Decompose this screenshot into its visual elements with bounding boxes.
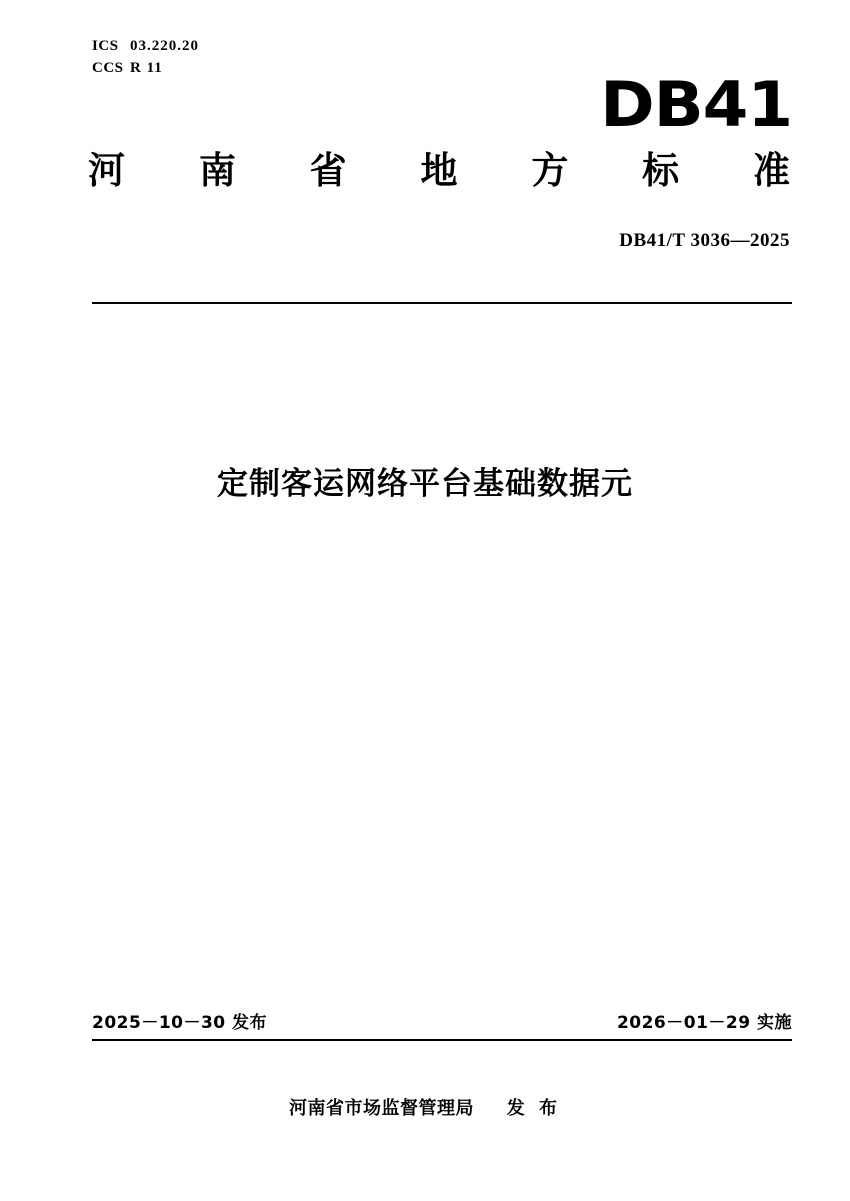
date-row: [92, 1008, 792, 1033]
standard-number: DB41/T 3036—2025: [619, 230, 790, 251]
heading-char-5: 方: [531, 149, 569, 192]
ccs-code-label: CCS: [92, 59, 124, 76]
db41-mark: DB41: [600, 68, 792, 141]
heading-char-1: 河: [88, 149, 125, 192]
ics-code-value: 03.220.20: [130, 38, 199, 54]
footer-divider: [92, 1039, 792, 1041]
issuer-action: 发 布: [506, 1098, 562, 1119]
ccs-code-value: R 11: [130, 59, 163, 76]
issue-date: 2025－10－30 发布: [92, 1013, 268, 1033]
classification-codes: [92, 36, 199, 80]
ics-code-line: [92, 36, 199, 58]
document-title: 定制客运网络平台基础数据元: [217, 466, 633, 502]
issuer-line: [0, 1094, 850, 1120]
implement-date: 2026－01－29 实施: [616, 1013, 792, 1033]
ics-code-label: ICS: [92, 38, 119, 54]
heading-char-6: 标: [642, 149, 680, 192]
heading-char-7: 准: [752, 149, 790, 192]
issuer-name: 河南省市场监督管理局: [288, 1098, 474, 1119]
heading-char-2: 南: [198, 149, 236, 192]
heading-char-3: 省: [309, 149, 347, 192]
standard-heading: [88, 149, 790, 192]
heading-char-4: 地: [420, 149, 458, 192]
ccs-code-line: [92, 58, 199, 80]
header-divider: [92, 302, 792, 304]
